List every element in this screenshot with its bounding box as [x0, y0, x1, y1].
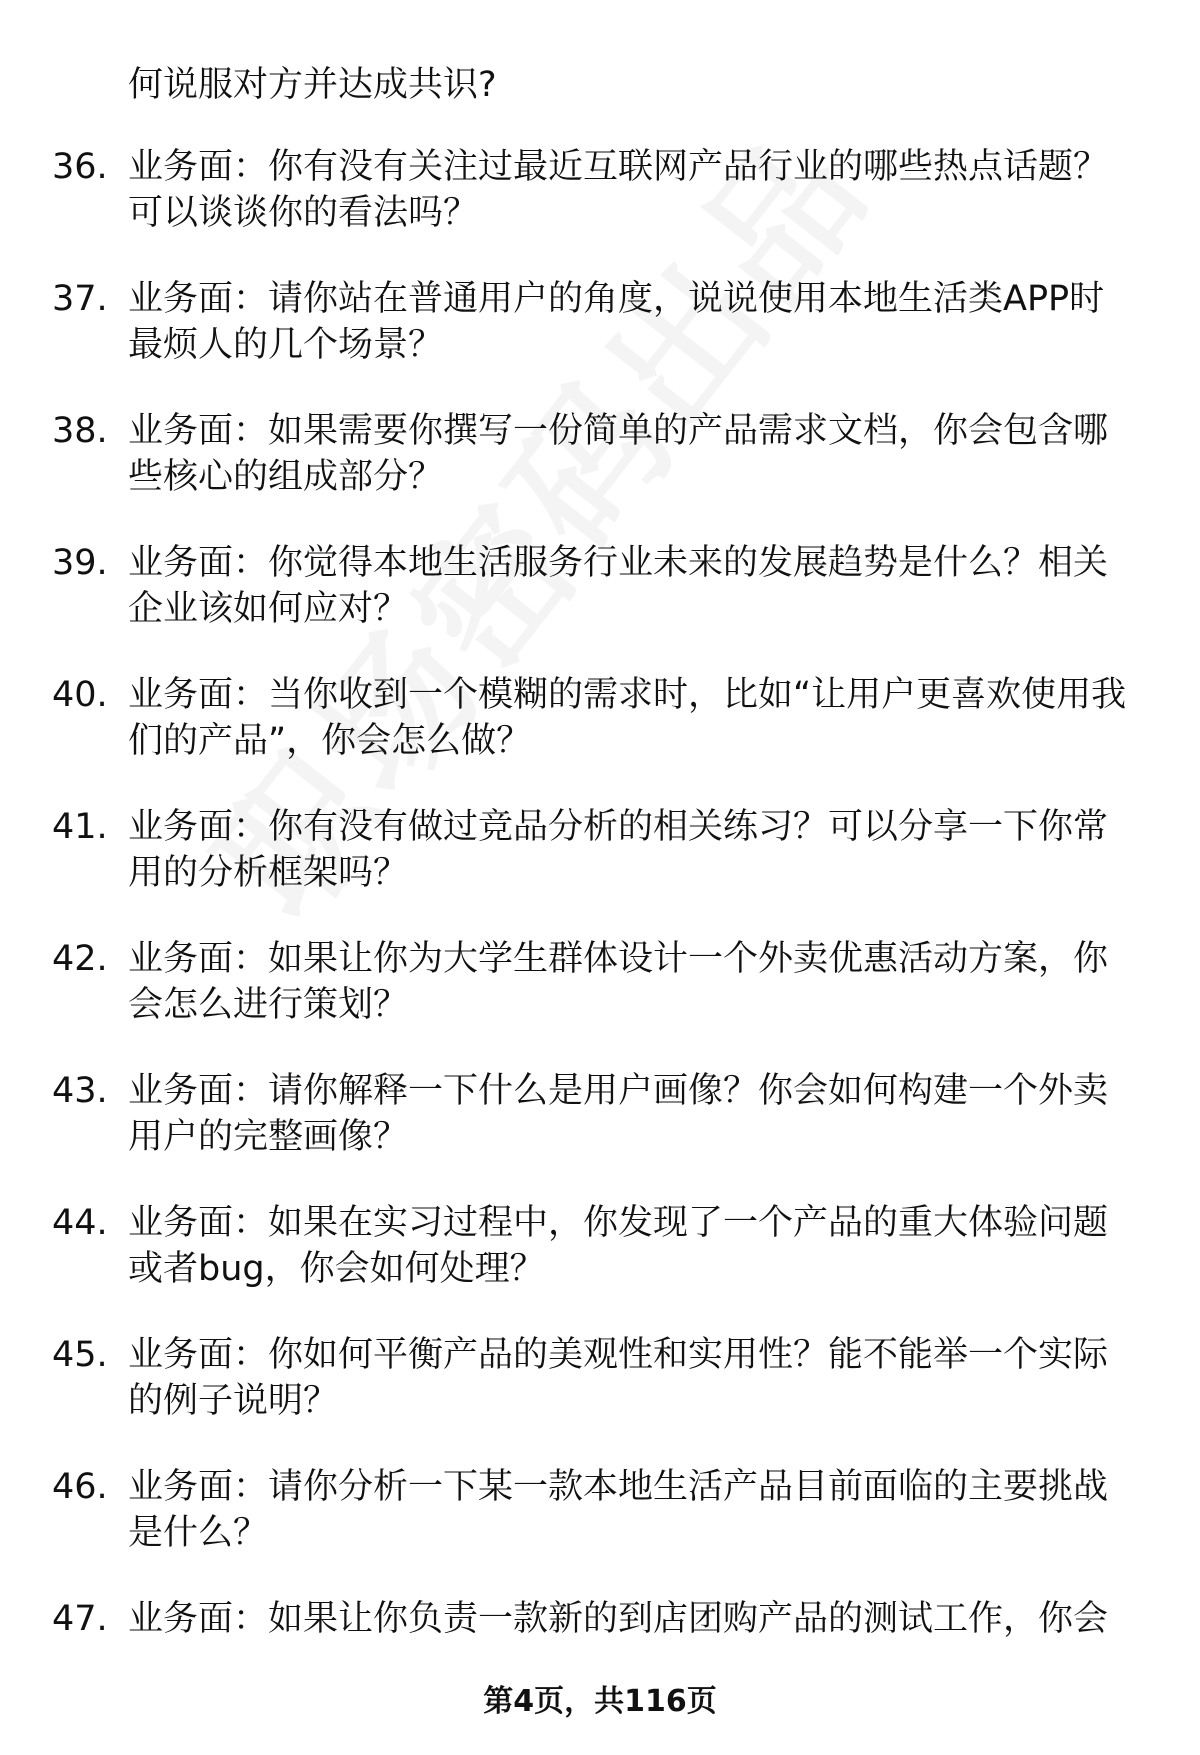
- question-number: 37.: [52, 279, 108, 319]
- question-number: 38.: [52, 411, 108, 451]
- question-text: 业务面：如果在实习过程中，你发现了一个产品的重大体验问题或者bug，你会如何处理？: [128, 1203, 1109, 1289]
- question-text: 业务面：请你解释一下什么是用户画像？你会如何构建一个外卖用户的完整画像？: [128, 1071, 1109, 1157]
- question-text: 业务面：你有没有关注过最近互联网产品行业的哪些热点话题？可以谈谈你的看法吗？: [128, 147, 1109, 233]
- question-item: [0, 1200, 1200, 1332]
- question-item: [0, 1068, 1200, 1200]
- question-item: [0, 936, 1200, 1068]
- continued-question-text: 何说服对方并达成共识?: [128, 65, 497, 105]
- question-number: 43.: [52, 1071, 108, 1111]
- question-text: 业务面：请你分析一下某一款本地生活产品目前面临的主要挑战是什么？: [128, 1467, 1109, 1553]
- question-number: 44.: [52, 1203, 108, 1243]
- question-text: 业务面：当你收到一个模糊的需求时，比如“让用户更喜欢使用我们的产品”，你会怎么做？: [128, 675, 1127, 761]
- question-text: 业务面：你觉得本地生活服务行业未来的发展趋势是什么？相关企业该如何应对？: [128, 543, 1109, 629]
- question-number: 45.: [52, 1335, 108, 1375]
- question-item: [0, 1332, 1200, 1464]
- question-item: [0, 540, 1200, 672]
- question-item: [0, 144, 1200, 276]
- question-number: 47.: [52, 1599, 108, 1639]
- question-text: 业务面：如果让你为大学生群体设计一个外卖优惠活动方案，你会怎么进行策划？: [128, 939, 1109, 1025]
- question-text: 业务面：你有没有做过竞品分析的相关练习？可以分享一下你常用的分析框架吗？: [128, 807, 1109, 893]
- question-item: [0, 408, 1200, 540]
- question-text: 业务面：如果需要你撰写一份简单的产品需求文档，你会包含哪些核心的组成部分？: [128, 411, 1109, 497]
- question-text: 业务面：请你站在普通用户的角度，说说使用本地生活类APP时最烦人的几个场景？: [128, 279, 1105, 365]
- page-number-footer: 第4页，共116页: [483, 1684, 717, 1719]
- question-number: 39.: [52, 543, 108, 583]
- question-number: 42.: [52, 939, 108, 979]
- question-item: [0, 1464, 1200, 1596]
- question-number: 40.: [52, 675, 108, 715]
- question-text: 业务面：如果让你负责一款新的到店团购产品的测试工作，你会: [128, 1599, 1109, 1639]
- question-item: [0, 672, 1200, 804]
- question-number: 46.: [52, 1467, 108, 1507]
- question-number: 36.: [52, 147, 108, 187]
- question-item: [0, 276, 1200, 408]
- question-text: 业务面：你如何平衡产品的美观性和实用性？能不能举一个实际的例子说明？: [128, 1335, 1109, 1421]
- question-list: [0, 144, 1200, 1728]
- question-number: 41.: [52, 807, 108, 847]
- question-item: [0, 804, 1200, 936]
